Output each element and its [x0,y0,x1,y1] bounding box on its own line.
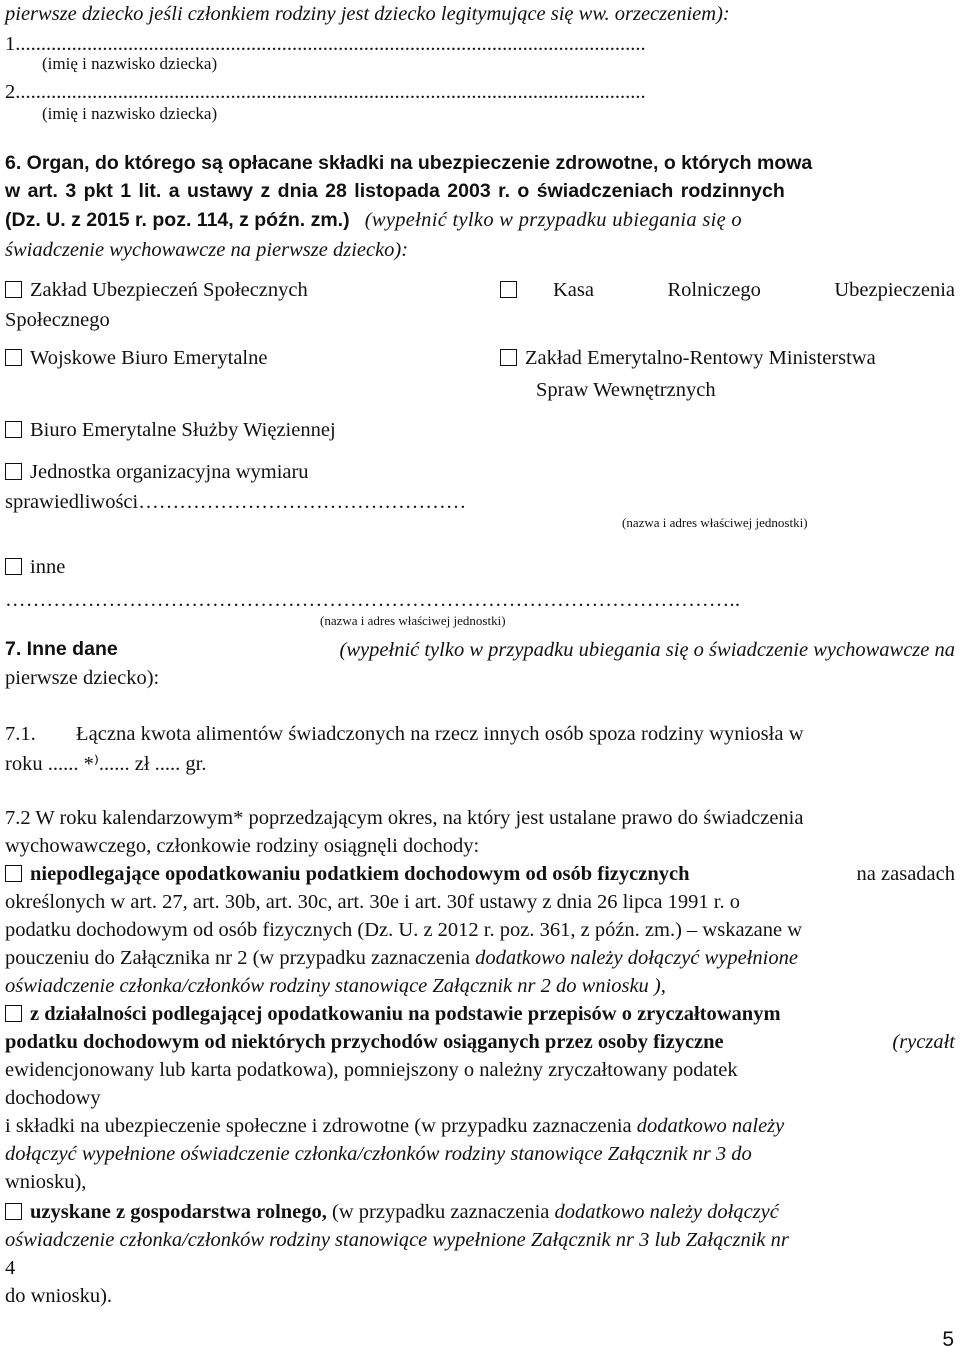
income-option-2-line3: ewidencjonowany lub karta podatkowa), pomniejszony o należny zryczałtowany podatek [5,1059,738,1081]
checkbox-zer[interactable] [500,349,517,366]
checkbox-wbe[interactable] [5,349,22,366]
section6-heading-line4: świadczenie wychowawcze na pierwsze dziecko): [5,239,409,261]
income-option-2-line5: i składki na ubezpieczenie społeczne i zdrowotne (w przypadku zaznaczenia dodatkowo należy [5,1115,785,1137]
p71-num: 7.1. [5,723,36,745]
checkbox-krus[interactable] [500,281,517,298]
checkbox-inne[interactable] [5,558,22,575]
income-option-1-line2: określonych w art. 27, art. 30b, art. 30c, art. 30e i art. 30f ustawy z dnia 26 lipca 1991 r. o [5,891,740,913]
income-option-3-line3: 4 [5,1257,16,1279]
checkbox-income-3[interactable] [5,1203,22,1220]
p72-line2: wychowawczego, członkowie rodziny osiągnęli dochody: [5,835,480,857]
checkbox-income-2[interactable] [5,1005,22,1022]
income-option-1-line4: pouczeniu do Załącznika nr 2 (w przypadku zaznaczenia dodatkowo należy dołączyć wypełnione [5,947,798,969]
income-option-2[interactable]: z działalności podlegającej opodatkowaniu na podstawie przepisów o zryczałtowanym [5,1002,781,1027]
income-option-2-line4: dochodowy [5,1087,101,1109]
income-option-3-line2: oświadczenie członka/członków rodziny stanowiące wypełnione Załącznik nr 3 lub Załącznik nr [5,1229,789,1251]
child2-label: (imię i nazwisko dziecka) [42,104,218,123]
option-jednostka[interactable]: Jednostka organizacyjna wymiaru [5,460,309,485]
option-wbe[interactable]: Wojskowe Biuro Emerytalne [5,346,267,371]
section6-heading-line1: 6. Organ, do którego są opłacane składki na ubezpieczenie zdrowotne, o których mowa [5,152,813,174]
section6-heading-line2: w art. 3 pkt 1 lit. a ustawy z dnia 28 listopada 2003 r. o świadczeniach rodzinnych [5,180,785,202]
section7-heading-line1: 7. Inne dane (wypełnić tylko w przypadku ubiegania się o świadczenie wychowawcze na [5,638,955,661]
section6-heading-line3: (Dz. U. z 2015 r. poz. 114, z późn. zm.) (wypełnić tylko w przypadku ubiegania się o [5,209,742,231]
section7-heading-line2: pierwsze dziecko): [5,667,160,689]
income-option-2-line6: dołączyć wypełnione oświadczenie członka/członków rodziny stanowiące Załącznik nr 3 do [5,1143,752,1165]
income-option-1-line3: podatku dochodowym od osób fizycznych (Dz. U. z 2012 r. poz. 361, z późn. zm.) – wskazane w [5,919,803,941]
inne-field-label: (nazwa i adres właściwej jednostki) [320,613,506,628]
option-krus[interactable]: Kasa Rolniczego Ubezpieczenia [500,278,955,303]
income-option-3-line4: do wniosku). [5,1285,113,1307]
option-krus-cont: Społecznego [5,309,110,331]
checkbox-zus[interactable] [5,281,22,298]
child1-label: (imię i nazwisko dziecka) [42,54,218,73]
income-option-2-line7: wniosku), [5,1171,87,1193]
child1-field: 1........................................................................................................................... [5,33,646,55]
income-option-3[interactable]: uzyskane z gospodarstwa rolnego, (w przypadku zaznaczenia dodatkowo należy dołączyć [5,1200,779,1225]
checkbox-besw[interactable] [5,421,22,438]
income-option-2-line2: podatku dochodowym od niektórych przychodów osiąganych przez osoby fizyczne (ryczałt [5,1031,955,1053]
intro-line: pierwsze dziecko jeśli członkiem rodziny jest dziecko legitymujące się ww. orzeczeniem): [5,3,730,25]
inne-field: …………………………………………………………………………………………….. [5,589,741,611]
income-option-1-line5: oświadczenie członka/członków rodziny stanowiące Załącznik nr 2 do wniosku ), [5,975,666,997]
page-number: 5 [942,1328,954,1351]
option-zus[interactable]: Zakład Ubezpieczeń Społecznych [5,278,308,303]
jednostka-field-label: (nazwa i adres właściwej jednostki) [622,515,808,530]
p71-amount: roku ...... *⁾...... zł ..... gr. [5,753,207,775]
jednostka-field: sprawiedliwości………………………………………… [5,491,467,513]
option-inne[interactable]: inne [5,555,65,580]
income-option-1[interactable]: niepodlegające opodatkowaniu podatkiem dochodowym od osób fizycznych na zasadach [5,862,955,887]
option-zer-cont: Spraw Wewnętrznych [536,379,716,401]
p72-line1: 7.2 W roku kalendarzowym* poprzedzającym okres, na który jest ustalane prawo do świadczenia [5,807,804,829]
option-besw[interactable]: Biuro Emerytalne Służby Więziennej [5,418,336,443]
child2-field: 2........................................................................................................................... [5,81,646,103]
checkbox-income-1[interactable] [5,865,22,882]
option-zer[interactable]: Zakład Emerytalno-Rentowy Ministerstwa [500,346,876,371]
p71-text: Łączna kwota alimentów świadczonych na rzecz innych osób spoza rodziny wyniosła w [76,723,804,745]
checkbox-jednostka[interactable] [5,463,22,480]
